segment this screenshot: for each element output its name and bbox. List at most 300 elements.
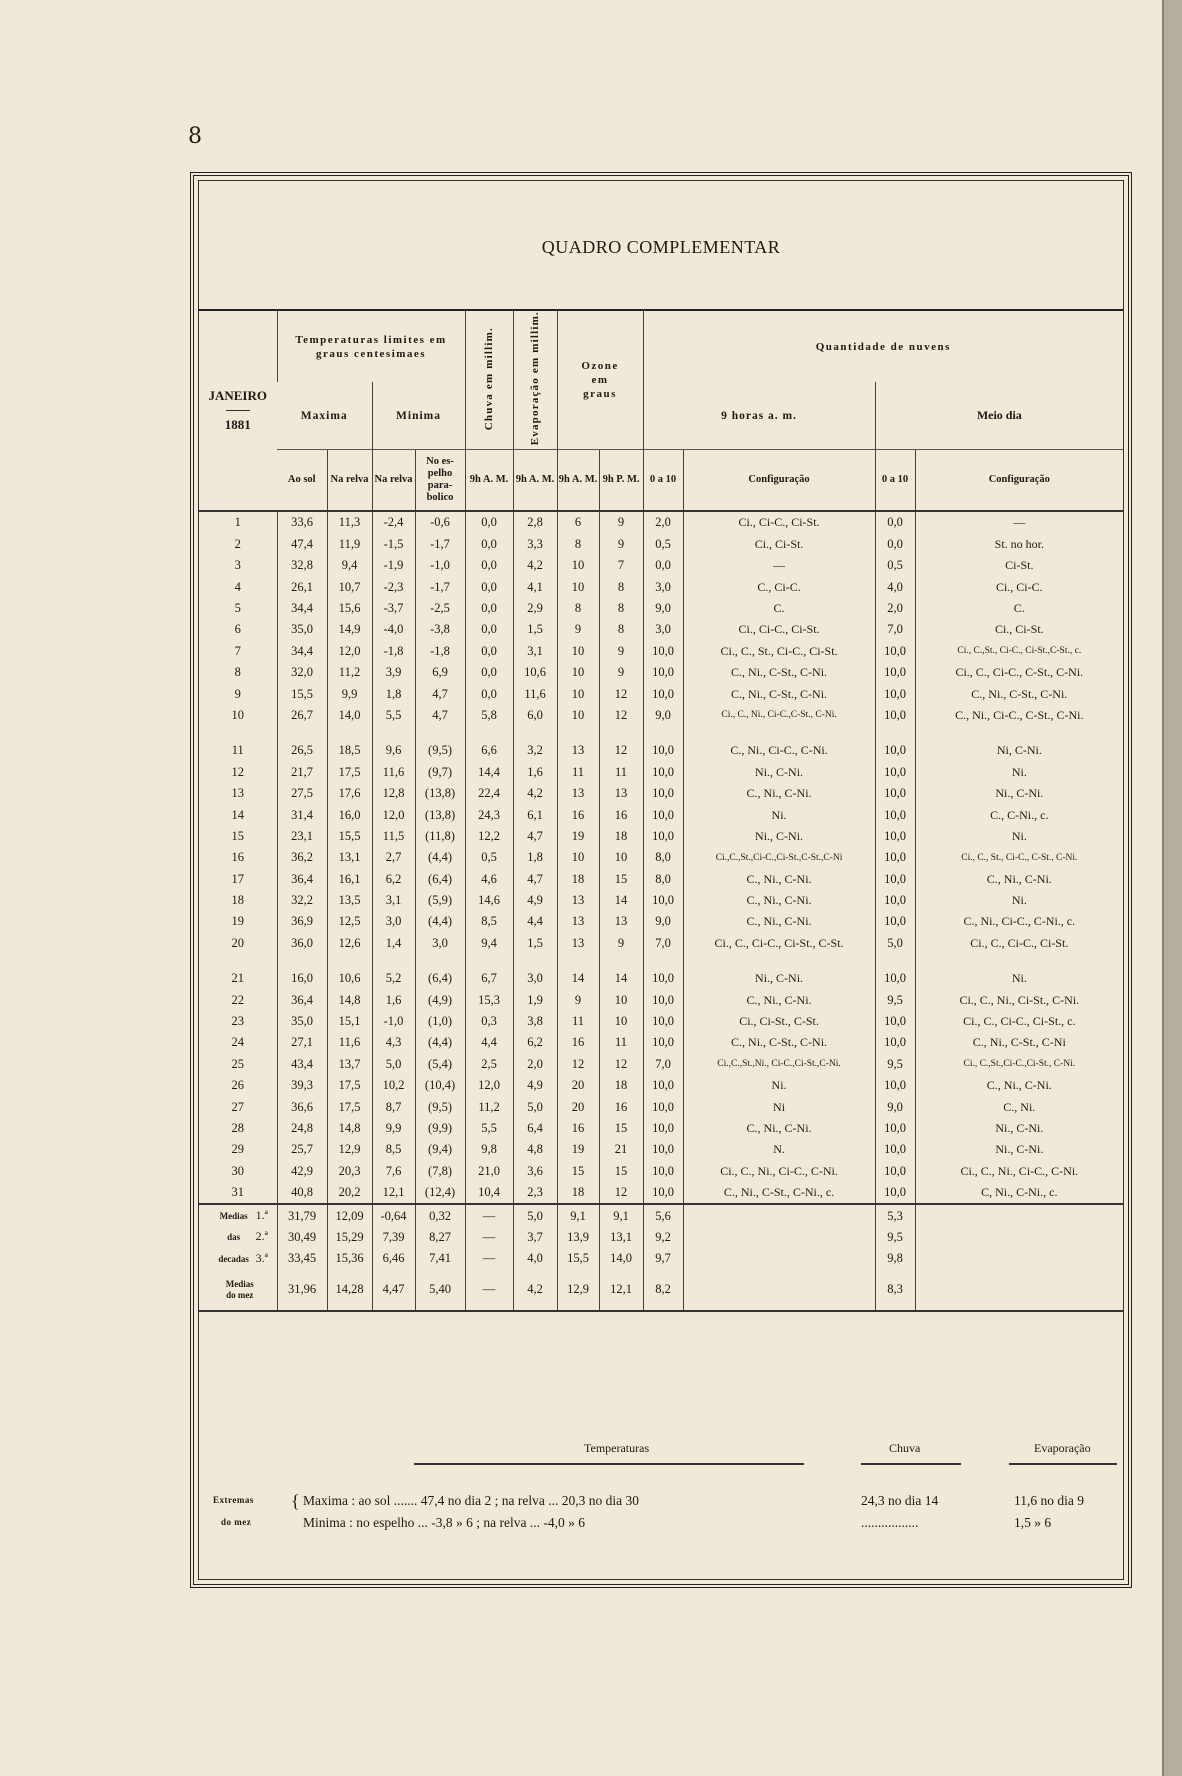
ozone-am-cell: 13 [557,740,599,761]
na-relva-min-cell: 9,6 [372,740,415,761]
nuvens-meio-dia-cell: 10,0 [875,740,915,761]
evaporacao-cell: 10,6 [513,662,557,683]
ao-sol-cell: 26,1 [277,576,327,597]
config-meio-dia-cell: C. [915,598,1123,619]
table-row [199,619,1123,640]
config-meio-dia-cell: Ni. [915,968,1123,989]
ozone-am-cell: 10 [557,705,599,726]
nuvens-9h-cell: 0,5 [643,534,683,555]
evaporacao-cell: 4,7 [513,869,557,890]
config-9h-cell: Ci., C., Ni., Ci-C.,C-St., C-Ni. [683,705,875,726]
chuva-cell: 0,5 [465,847,513,868]
table-row [199,989,1123,1010]
ozone-am-cell: 10 [557,683,599,704]
no-espelho-cell: -3,8 [415,619,465,640]
nuvens-meio-dia-cell: 0,0 [875,534,915,555]
na-relva-min-avg-cell: -0,64 [372,1204,415,1226]
nuvens-meio-dia-cell: 10,0 [875,869,915,890]
ao-sol-cell: 26,7 [277,705,327,726]
ao-sol-cell: 24,8 [277,1118,327,1139]
decade-gap [199,726,1123,740]
ozone-pm-cell: 13 [599,911,643,932]
na-relva-min-cell: 12,0 [372,804,415,825]
evaporacao-cell: 1,5 [513,933,557,954]
nuvens-9h-avg-cell: 5,6 [643,1204,683,1226]
nuvens-9h-avg-cell: 9,2 [643,1227,683,1248]
nuvens-9h-cell: 9,0 [643,911,683,932]
day-cell: 2 [234,536,241,551]
gap-cell [415,726,465,740]
nuvens-meio-dia-avg-cell: 9,5 [875,1227,915,1248]
table-row [199,1096,1123,1117]
chuva-cell: 15,3 [465,989,513,1010]
ozone-pm-cell: 9 [599,534,643,555]
na-relva-max-month-cell: 14,28 [327,1270,372,1311]
col-ozone-am: 9h A. M. [557,450,599,512]
gap-cell [277,726,327,740]
chuva-month-cell: — [465,1270,513,1311]
ao-sol-cell: 36,0 [277,933,327,954]
na-relva-max-cell: 14,9 [327,619,372,640]
extremes-rain-min: ................. [861,1515,919,1530]
gap-cell [915,726,1123,740]
gap-cell [683,954,875,968]
chuva-cell: 0,0 [465,619,513,640]
evaporacao-month-cell: 4,2 [513,1270,557,1311]
gap-cell [465,726,513,740]
table-row [199,762,1123,783]
na-relva-max-cell: 12,6 [327,933,372,954]
gap-cell [199,726,277,740]
ozone-pm-cell: 11 [599,1032,643,1053]
ozone-am-cell: 14 [557,968,599,989]
nuvens-meio-dia-cell: 4,0 [875,576,915,597]
ao-sol-cell: 36,2 [277,847,327,868]
na-relva-min-cell: 12,1 [372,1182,415,1204]
na-relva-min-cell: -4,0 [372,619,415,640]
na-relva-min-cell: 3,9 [372,662,415,683]
temperature-swash [414,1463,804,1465]
ozone-pm-cell: 10 [599,989,643,1010]
evaporacao-cell: 6,4 [513,1118,557,1139]
config-meio-dia-cell: Ni., C-Ni. [915,783,1123,804]
ozone-pm-cell: 11 [599,762,643,783]
day-cell: 22 [231,992,244,1007]
nuvens-9h-cell: 9,0 [643,705,683,726]
rain-header [465,310,513,450]
day-cell: 10 [231,707,244,722]
nuvens-meio-dia-cell: 10,0 [875,968,915,989]
na-relva-max-cell: 17,5 [327,762,372,783]
chuva-cell: 5,8 [465,705,513,726]
month-header [199,310,277,511]
rain-label: Chuva em millim. [483,326,496,430]
nuvens-meio-dia-cell: 10,0 [875,783,915,804]
extremes-minima-line: Minima : no espelho ... -3,8 » 6 ; na relva ... -4,0 » 6 [303,1515,585,1530]
config-9h-cell: Ni., C-Ni. [683,968,875,989]
ozone-pm-cell: 12 [599,1054,643,1075]
nuvens-meio-dia-cell: 10,0 [875,847,915,868]
nuvens-meio-dia-cell: 10,0 [875,1032,915,1053]
config-9h-avg-cell [683,1227,875,1248]
temperature-group-header [277,310,465,382]
evaporacao-cell: 2,8 [513,511,557,533]
na-relva-min-cell: 1,4 [372,933,415,954]
ozone-pm-cell: 14 [599,968,643,989]
no-espelho-cell: (6,4) [415,968,465,989]
na-relva-max-cell: 10,6 [327,968,372,989]
config-meio-dia-cell: C., C-Ni., c. [915,804,1123,825]
config-9h-cell: Ci., C., Ni., Ci-C., C-Ni. [683,1161,875,1182]
nuvens-meio-dia-cell: 10,0 [875,804,915,825]
decade-average-row [199,1227,1123,1248]
day-cell: 4 [234,579,241,594]
config-9h-cell: C., Ni., C-St., C-Ni. [683,662,875,683]
na-relva-max-cell: 11,3 [327,511,372,533]
ao-sol-cell: 36,4 [277,989,327,1010]
config-9h-cell: C., Ni., C-Ni. [683,890,875,911]
table-row [199,705,1123,726]
na-relva-max-cell: 15,1 [327,1011,372,1032]
extremes-label-1: Extremas [213,1495,254,1505]
table-row [199,1161,1123,1182]
ozone-pm-cell: 9 [599,662,643,683]
evaporacao-avg-cell: 5,0 [513,1204,557,1226]
ao-sol-cell: 36,6 [277,1096,327,1117]
minima-header [372,382,465,449]
ozone-pm-cell: 12 [599,705,643,726]
evaporacao-cell: 3,1 [513,641,557,662]
ao-sol-cell: 32,2 [277,890,327,911]
no-espelho-cell: (4,4) [415,847,465,868]
chuva-cell: 24,3 [465,804,513,825]
config-meio-dia-cell: C., Ni., C-St., C-Ni. [915,683,1123,704]
no-espelho-avg-cell: 7,41 [415,1248,465,1269]
ozone-am-cell: 20 [557,1096,599,1117]
na-relva-min-cell: -1,8 [372,641,415,662]
monthly-average-row [199,1270,1123,1311]
config-meio-dia-cell: Ci., C.,St.,Ci-C.,Ci-St., C-Ni. [915,1054,1123,1075]
evaporacao-cell: 1,5 [513,619,557,640]
no-espelho-cell: -0,6 [415,511,465,533]
day-cell: 9 [234,686,241,701]
config-meio-dia-cell: C., Ni., Ci-C., C-St., C-Ni. [915,705,1123,726]
ozone-pm-cell: 15 [599,1118,643,1139]
ao-sol-cell: 42,9 [277,1161,327,1182]
config-9h-cell: Ci., Ci-St. [683,534,875,555]
na-relva-min-cell: 3,0 [372,911,415,932]
evaporation-label: Evaporação em millim. [529,311,542,446]
nuvens-meio-dia-cell: 10,0 [875,1139,915,1160]
ozone-am-cell: 6 [557,511,599,533]
ozone-pm-cell: 18 [599,1075,643,1096]
config-9h-cell: Ci., Ci-C., Ci-St. [683,511,875,533]
na-relva-min-cell: -3,7 [372,598,415,619]
nuvens-meio-dia-cell: 9,5 [875,989,915,1010]
gap-cell [915,954,1123,968]
na-relva-max-cell: 16,0 [327,804,372,825]
ao-sol-cell: 43,4 [277,1054,327,1075]
config-9h-cell: C., Ni., Ci-C., C-Ni. [683,740,875,761]
nuvens-9h-cell: 8,0 [643,847,683,868]
ozone-pm-avg-cell: 14,0 [599,1248,643,1269]
decade-group-label: Medias [219,1211,248,1222]
no-espelho-avg-cell: 0,32 [415,1204,465,1226]
day-cell: 29 [231,1142,244,1157]
evaporacao-cell: 4,9 [513,1075,557,1096]
na-relva-min-cell: -2,3 [372,576,415,597]
na-relva-min-cell: -2,4 [372,511,415,533]
config-meio-dia-month-cell [915,1270,1123,1311]
na-relva-max-cell: 14,8 [327,1118,372,1139]
extremes-brace: { [291,1491,300,1511]
decade-number: 1.ª [255,1208,268,1223]
ao-sol-cell: 15,5 [277,683,327,704]
config-9h-cell: Ci., Ci-C., Ci-St. [683,619,875,640]
ozone-am-cell: 12 [557,1054,599,1075]
ozone-am-cell: 8 [557,598,599,619]
ozone-am-cell: 13 [557,783,599,804]
nuvens-meio-dia-cell: 10,0 [875,1161,915,1182]
config-9h-cell: C., Ni., C-St., C-Ni. [683,1032,875,1053]
decade-label-cell [199,1204,277,1226]
nuvens-meio-dia-cell: 10,0 [875,826,915,847]
ozone-am-cell: 16 [557,804,599,825]
no-espelho-cell: -1,0 [415,555,465,576]
config-9h-cell: Ci.,C.,St.,Ci-C.,Ci-St.,C-St.,C-Ni [683,847,875,868]
page-title: QUADRO COMPLEMENTAR [541,237,781,257]
ozone-pm-cell: 10 [599,1011,643,1032]
ozone-pm-cell: 16 [599,804,643,825]
chuva-cell: 2,5 [465,1054,513,1075]
no-espelho-cell: (4,9) [415,989,465,1010]
config-meio-dia-cell: Ni., C-Ni. [915,1139,1123,1160]
evaporacao-cell: 1,9 [513,989,557,1010]
table-row [199,890,1123,911]
ozone-am-cell: 13 [557,890,599,911]
no-espelho-cell: (13,8) [415,804,465,825]
evaporacao-cell: 6,0 [513,705,557,726]
na-relva-max-cell: 20,3 [327,1161,372,1182]
config-meio-dia-cell: St. no hor. [915,534,1123,555]
nuvens-meio-dia-cell: 10,0 [875,1118,915,1139]
evaporacao-cell: 3,0 [513,968,557,989]
col-chuva-hora: 9h A. M. [465,450,513,512]
no-espelho-cell: -2,5 [415,598,465,619]
config-meio-dia-cell: Ci., C., Ci-C., Ci-St. [915,933,1123,954]
table-row [199,662,1123,683]
evaporacao-cell: 2,9 [513,598,557,619]
no-espelho-cell: (12,4) [415,1182,465,1204]
gap-cell [599,954,643,968]
ozone-pm-avg-cell: 13,1 [599,1227,643,1248]
ozone-am-month-cell: 12,9 [557,1270,599,1311]
na-relva-min-cell: 5,0 [372,1054,415,1075]
ozone-am-avg-cell: 13,9 [557,1227,599,1248]
nuvens-9h-cell: 10,0 [643,989,683,1010]
day-cell: 7 [234,643,241,658]
clouds-label: Quantidade de nuvens [815,340,951,353]
no-espelho-cell: (9,9) [415,1118,465,1139]
day-cell: 18 [231,893,244,908]
na-relva-min-cell: 3,1 [372,890,415,911]
day-cell: 3 [234,558,241,573]
gap-cell [372,954,415,968]
config-meio-dia-cell: Ni. [915,890,1123,911]
decade-label-cell [199,1227,277,1248]
ao-sol-cell: 35,0 [277,1011,327,1032]
chuva-avg-cell: — [465,1227,513,1248]
nuvens-9h-avg-cell: 9,7 [643,1248,683,1269]
col-escala-2: 0 a 10 [875,450,915,512]
config-9h-cell: — [683,555,875,576]
nuvens-meio-dia-cell: 0,0 [875,511,915,533]
gap-cell [513,726,557,740]
ozone-am-cell: 19 [557,826,599,847]
no-espelho-cell: 6,9 [415,662,465,683]
nuvens-9h-cell: 8,0 [643,869,683,890]
config-meio-dia-cell: Ci., C.,St., Ci-C., Ci-St.,C-St., c. [915,641,1123,662]
evaporacao-avg-cell: 4,0 [513,1248,557,1269]
evaporation-header [513,310,557,450]
col-na-relva-min: Na relva [372,450,415,512]
na-relva-min-cell: 1,6 [372,989,415,1010]
nuvens-9h-cell: 7,0 [643,1054,683,1075]
evaporacao-cell: 5,0 [513,1096,557,1117]
ozone-pm-cell: 9 [599,641,643,662]
na-relva-max-cell: 9,4 [327,555,372,576]
config-meio-dia-cell: C., Ni., C-Ni. [915,1075,1123,1096]
na-relva-min-cell: 4,3 [372,1032,415,1053]
nuvens-9h-cell: 10,0 [643,641,683,662]
no-espelho-cell: -1,7 [415,576,465,597]
chuva-avg-cell: — [465,1248,513,1269]
na-relva-max-cell: 17,5 [327,1096,372,1117]
config-meio-dia-cell: Ci., C., Ci-C., Ci-St., c. [915,1011,1123,1032]
ozone-am-cell: 18 [557,1182,599,1204]
day-cell: 14 [231,807,244,822]
na-relva-max-cell: 15,6 [327,598,372,619]
no-espelho-cell: (4,4) [415,911,465,932]
day-cell: 1 [234,515,241,530]
day-cell: 27 [231,1099,244,1114]
maxima-header [277,382,372,449]
decade-average-row [199,1204,1123,1226]
chuva-cell: 0,0 [465,534,513,555]
chuva-cell: 5,5 [465,1118,513,1139]
na-relva-max-cell: 13,1 [327,847,372,868]
ozone-am-cell: 19 [557,1139,599,1160]
chuva-cell: 0,0 [465,598,513,619]
chuva-cell: 0,0 [465,683,513,704]
chuva-cell: 4,6 [465,869,513,890]
ozone-pm-cell: 21 [599,1139,643,1160]
nuvens-meio-dia-avg-cell: 9,8 [875,1248,915,1269]
config-9h-avg-cell [683,1248,875,1269]
ozone-pm-cell: 18 [599,826,643,847]
no-espelho-cell: 4,7 [415,683,465,704]
config-9h-cell: Ni [683,1096,875,1117]
na-relva-min-cell: 2,7 [372,847,415,868]
na-relva-max-cell: 17,5 [327,1075,372,1096]
ozone-am-avg-cell: 9,1 [557,1204,599,1226]
ao-sol-cell: 27,1 [277,1032,327,1053]
monthly-label-cell [199,1270,277,1311]
ao-sol-month-cell: 31,96 [277,1270,327,1311]
nuvens-9h-cell: 0,0 [643,555,683,576]
na-relva-min-cell: 6,2 [372,869,415,890]
config-9h-cell: C., Ni., C-Ni. [683,869,875,890]
config-9h-cell: C., Ci-C. [683,576,875,597]
config-9h-cell: C., Ni., C-Ni. [683,911,875,932]
clouds-header [643,310,1123,382]
na-relva-min-cell: -1,0 [372,1011,415,1032]
page-number: 8 [188,124,202,149]
extremes-label-2: do mez [221,1517,252,1527]
nuvens-9h-cell: 2,0 [643,511,683,533]
na-relva-max-cell: 9,9 [327,683,372,704]
nuvens-9h-month-cell: 8,2 [643,1270,683,1311]
gap-cell [643,954,683,968]
evaporacao-cell: 4,8 [513,1139,557,1160]
na-relva-min-cell: 9,9 [372,1118,415,1139]
na-relva-min-cell: -1,9 [372,555,415,576]
config-meio-dia-avg-cell [915,1204,1123,1226]
no-espelho-cell: (9,4) [415,1139,465,1160]
table-row [199,1011,1123,1032]
no-espelho-cell: (9,7) [415,762,465,783]
na-relva-min-cell: 12,8 [372,783,415,804]
na-relva-min-avg-cell: 6,46 [372,1248,415,1269]
nuvens-9h-cell: 10,0 [643,1096,683,1117]
na-relva-min-cell: 7,6 [372,1161,415,1182]
no-espelho-cell: (1,0) [415,1011,465,1032]
na-relva-min-cell: 5,5 [372,705,415,726]
na-relva-min-month-cell: 4,47 [372,1270,415,1311]
ao-sol-cell: 36,9 [277,911,327,932]
gap-cell [683,726,875,740]
evaporacao-cell: 2,3 [513,1182,557,1204]
na-relva-max-cell: 11,6 [327,1032,372,1053]
ozone-am-avg-cell: 15,5 [557,1248,599,1269]
day-cell: 13 [231,786,244,801]
extremes-evaporation-header: Evaporação [1034,1441,1091,1455]
monthly-label-1: Medias [225,1278,254,1289]
na-relva-max-avg-cell: 15,29 [327,1227,372,1248]
nuvens-9h-cell: 10,0 [643,1032,683,1053]
day-cell: 28 [231,1121,244,1135]
nuvens-meio-dia-cell: 10,0 [875,911,915,932]
noon-header [875,382,1123,449]
extremes-evap-min: 1,5 » 6 [1014,1515,1052,1530]
config-meio-dia-avg-cell [915,1227,1123,1248]
na-relva-min-cell: 1,8 [372,683,415,704]
temperature-group-label: Temperaturas limites em graus centesimaes [295,333,447,360]
chuva-cell: 0,0 [465,576,513,597]
config-meio-dia-cell: Ni. [915,826,1123,847]
config-9h-cell: Ni., C-Ni. [683,762,875,783]
chuva-cell: 0,0 [465,641,513,662]
book-spine [1162,0,1182,1776]
decade-group-label: das [227,1232,241,1243]
nuvens-9h-cell: 10,0 [643,683,683,704]
ao-sol-avg-cell: 31,79 [277,1204,327,1226]
config-meio-dia-cell: Ci., C., Ni., Ci-C., C-Ni. [915,1161,1123,1182]
ao-sol-cell: 16,0 [277,968,327,989]
ao-sol-cell: 35,0 [277,619,327,640]
day-cell: 15 [231,828,244,843]
month-label: JANEIRO [208,388,267,404]
